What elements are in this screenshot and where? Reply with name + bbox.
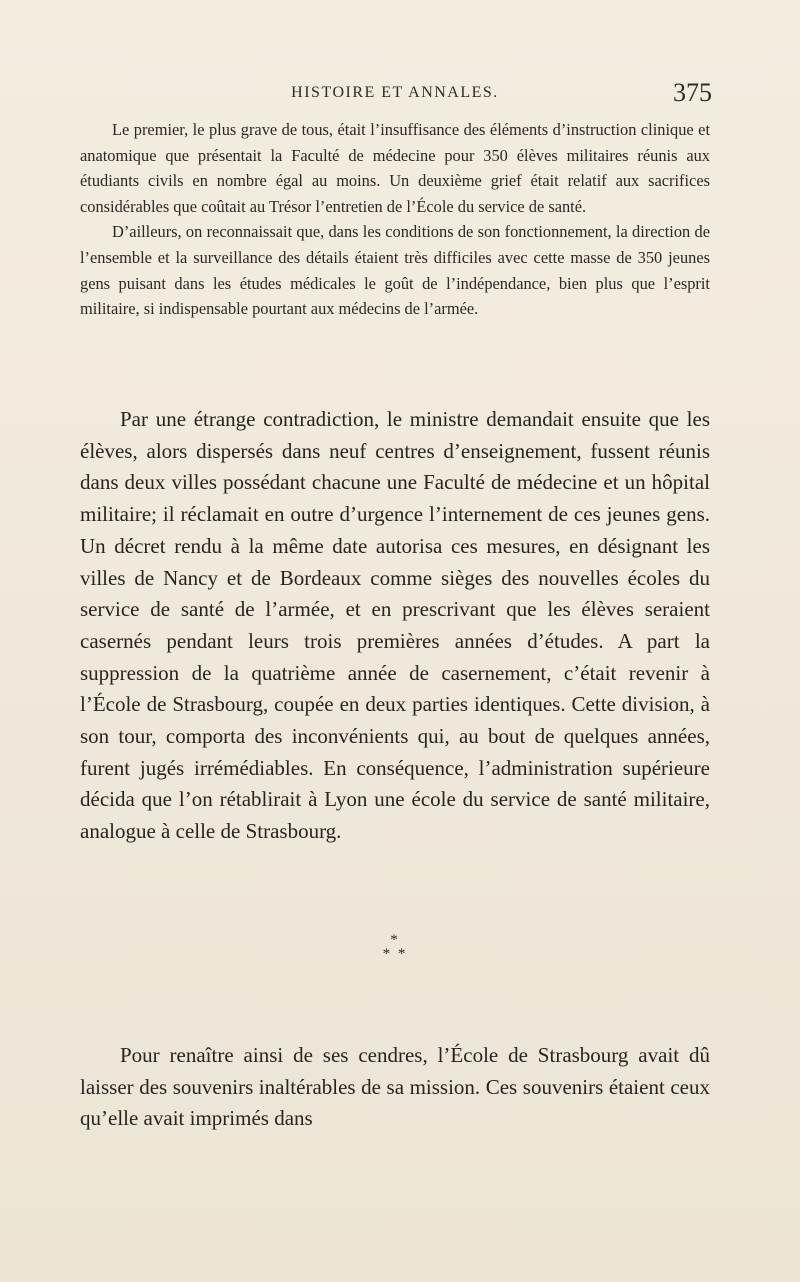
main-text-section — [80, 404, 710, 848]
running-title: HISTOIRE ET ANNALES. — [291, 84, 499, 101]
paragraph-2: D’ailleurs, on reconnaissait que, dans les conditions de son fonctionnement, la direction de l’ensemble et la surveillance des détails étaient très difficiles avec cette masse de 350 jeunes gens puisant dans les études médicales le goût de l’indépendance, bien plus que l’esprit militaire, si indispensable pourtant aux médecins de l’armée. — [80, 222, 710, 319]
closing-text-section — [80, 1040, 710, 1135]
small-print-section — [80, 117, 710, 322]
asterism-bottom: * * — [382, 946, 408, 962]
asterism-separator — [355, 933, 435, 973]
paragraph-3: Par une étrange contradiction, le ministre demandait ensuite que les élèves, alors dispersés dans neuf centres d’enseignement, fussent réunis dans deux villes possédant chacune une Faculté de médecine et un hôpital militaire; il réclamait en outre d’urgence l’internement de ces jeunes gens. Un décret rendu à la même date autorisa ces mesures, en désignant les villes de Nancy et de Bordeaux comme sièges des nouvelles écoles du service de santé de l’armée, et en prescrivant que les élèves seraient casernés pendant leurs trois premières années d’études. A part la suppression de la quatrième année de casernement, c’était revenir à l’École de Strasbourg, coupée en deux parties identiques. Cette division, à son tour, comporta des inconvénients qui, au bout de quelques années, furent jugés irrémédiables. En conséquence, l’administration supérieure décida que l’on rétablirait à Lyon une école du service de santé militaire, analogue à celle de Strasbourg. — [80, 407, 710, 844]
paragraph-1: Le premier, le plus grave de tous, était l’insuffisance des éléments d’instruction clinique et anatomique que présentait la Faculté de médecine pour 350 élèves militaires réunis aux étudiants civils en nombre égal au moins. Un deuxième grief était relatif aux sacrifices considérables que coûtait au Trésor l’entretien de l’École du service de santé. — [80, 120, 710, 216]
running-head — [80, 78, 710, 108]
asterism-top: * — [390, 932, 400, 948]
page-number: 375 — [673, 78, 712, 107]
paragraph-4: Pour renaître ainsi de ses cendres, l’École de Strasbourg avait dû laisser des souvenirs inaltérables de sa mission. Ces souvenirs étaient ceux qu’elle avait imprimés dans — [80, 1043, 710, 1131]
